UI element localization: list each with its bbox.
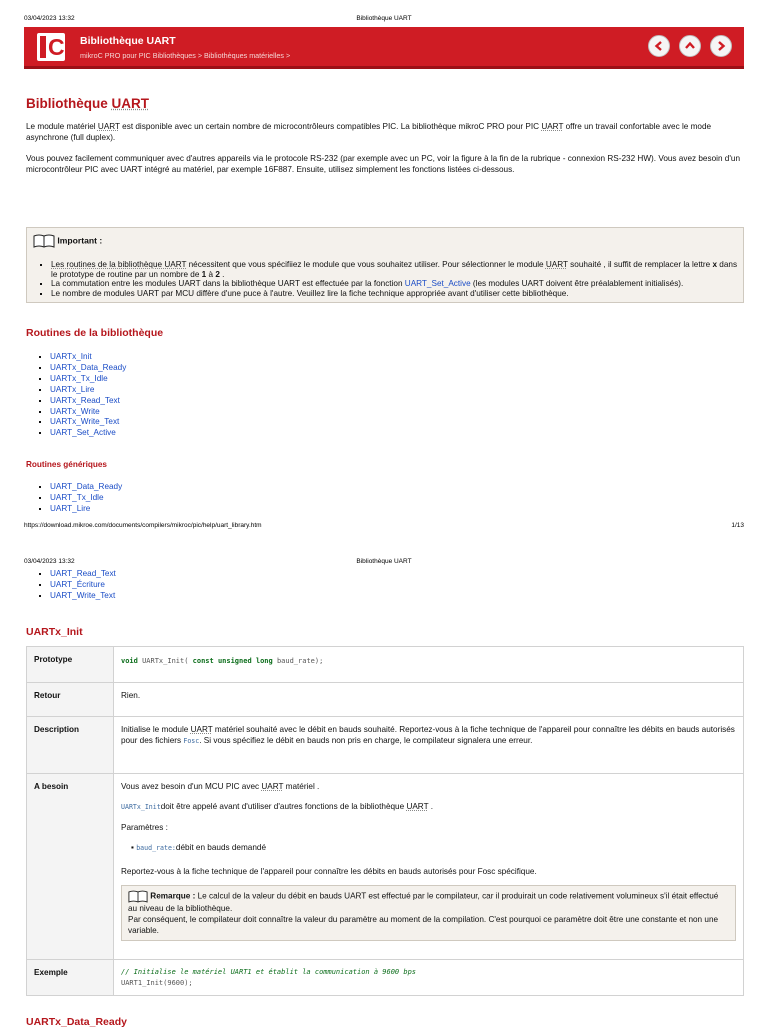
generic-list-page2 bbox=[26, 569, 116, 602]
book-icon bbox=[33, 234, 55, 248]
table-row-description bbox=[27, 717, 744, 774]
table-row-prototype bbox=[27, 647, 744, 683]
forward-button[interactable] bbox=[710, 35, 732, 57]
exemple-code: // Initialise le matériel UART1 et établit la communication à 9600 bps UART1_Init(9600); bbox=[114, 960, 744, 996]
page-url: https://download.mikroe.com/documents/compilers/mikroc/pic/help/uart_library.htm bbox=[24, 521, 262, 529]
page-title: Bibliothèque UART bbox=[26, 96, 149, 111]
chevron-up-icon bbox=[684, 40, 696, 52]
description-label: Description bbox=[27, 717, 114, 774]
list-item bbox=[50, 417, 126, 428]
list-item bbox=[50, 580, 116, 591]
print-header-2 bbox=[24, 555, 744, 567]
table-row-exemple bbox=[27, 960, 744, 996]
up-button[interactable] bbox=[679, 35, 701, 57]
exemple-label: Exemple bbox=[27, 960, 114, 996]
routine-link[interactable]: UARTx_Read_Text bbox=[50, 395, 120, 405]
help-banner bbox=[24, 27, 744, 69]
routine-link[interactable]: UART_Data_Ready bbox=[50, 482, 123, 491]
routine-link[interactable]: UARTx_Init bbox=[50, 352, 92, 361]
important-item-3: ▪ Le nombre de modules UART par MCU diffère d'une puce à l'autre. Veuillez lire la fiche technique appropriée avant d'utiliser cette bibliothèque. bbox=[51, 289, 741, 299]
list-item bbox=[50, 482, 122, 493]
description-value: Initialise le module UART matériel souhaité avec le débit en bauds souhaité. Reportez-vous à la fiche technique de l'appareil pour connaître les débits en bauds autorisés pour des fichiers Fosc. Si vous spécifiez le débit en bauds non pris en charge, le compilateur signalera une erreur. bbox=[114, 717, 744, 774]
list-item bbox=[50, 385, 126, 396]
list-item bbox=[50, 363, 126, 374]
intro-paragraph-1: Le module matériel UART est disponible avec un certain nombre de microcontrôleurs compatibles PIC. La bibliothèque mikroC PRO pour PIC UART offre un travail confortable avec le mode asynchrone (full duplex). bbox=[26, 122, 712, 142]
book-icon bbox=[128, 890, 148, 903]
list-item bbox=[50, 569, 116, 580]
print-title-2: Bibliothèque UART bbox=[356, 557, 412, 565]
back-button[interactable] bbox=[648, 35, 670, 57]
routine-link[interactable]: UARTx_Write bbox=[50, 406, 100, 416]
important-note bbox=[26, 227, 744, 303]
list-item bbox=[50, 591, 116, 602]
uartx-init-heading: UARTx_Init bbox=[26, 626, 83, 638]
routines-heading: Routines de la bibliothèque bbox=[26, 327, 164, 339]
routine-link[interactable]: UART_Tx_Idle bbox=[50, 492, 104, 502]
page-number: 1/13 bbox=[731, 521, 744, 529]
print-footer-1 bbox=[24, 519, 744, 531]
link-uart-set-active[interactable]: UART_Set_Active bbox=[404, 279, 471, 289]
routine-link[interactable]: UARTx_Lire bbox=[50, 384, 95, 394]
list-item bbox=[50, 352, 126, 363]
print-date: 03/04/2023 13:32 bbox=[24, 14, 75, 22]
intro-paragraph-2: Vous pouvez facilement communiquer avec d'autres appareils via le protocole RS-232 (par exemple avec un PC, voir la figure à la fin de la rubrique - connexion RS-232 HW). Vous avez besoin d'un microcontrôleur PIC avec UART intégré au matériel, par exemple 16F887. Ensuite, utilisez simplement les fonctions listées ci-dessous. bbox=[26, 154, 740, 174]
list-item bbox=[50, 428, 126, 439]
retour-value: Rien. bbox=[114, 683, 744, 717]
print-header-1 bbox=[24, 12, 744, 24]
routine-link[interactable]: UARTx_Write_Text bbox=[50, 417, 120, 427]
table-row-retour bbox=[27, 683, 744, 717]
routine-link[interactable]: UART_Lire bbox=[50, 503, 91, 513]
generic-list-page1 bbox=[26, 482, 122, 515]
routine-link[interactable]: UART_Écriture bbox=[50, 579, 105, 589]
list-item bbox=[50, 493, 122, 504]
print-date-2: 03/04/2023 13:32 bbox=[24, 557, 75, 565]
important-item-2: ▪ La commutation entre les modules UART dans la bibliothèque UART est effectuée par la fonction UART_Set_Active (les modules UART doivent être préalablement initialisés). bbox=[51, 279, 741, 289]
important-label: Important : bbox=[57, 235, 103, 246]
routine-link[interactable]: UART_Set_Active bbox=[50, 428, 116, 438]
routines-list bbox=[26, 352, 126, 439]
list-item bbox=[50, 407, 126, 418]
next-heading: UARTx_Data_Ready bbox=[26, 1016, 127, 1028]
mikroc-logo: C bbox=[37, 33, 65, 61]
routine-link[interactable]: UART_Read_Text bbox=[50, 569, 116, 578]
chevron-right-icon bbox=[715, 40, 727, 52]
generic-heading: Routines génériques bbox=[26, 460, 107, 469]
routine-link[interactable]: UARTx_Data_Ready bbox=[50, 362, 127, 372]
print-title: Bibliothèque UART bbox=[356, 14, 412, 22]
list-item bbox=[50, 504, 122, 515]
besoin-label: A besoin bbox=[27, 774, 114, 960]
banner-title: Bibliothèque UART bbox=[80, 35, 176, 47]
list-item bbox=[50, 396, 126, 407]
important-item-1: ▪ Les routines de la bibliothèque UART nécessitent que vous spécifiiez le module que vous souhaitez utiliser. Pour sélectionner le module UART souhaité , il suffit de remplacer la lettre x dans le prototype de routine par un nombre de 1 à 2 . bbox=[51, 260, 741, 279]
routine-link[interactable]: UARTx_Tx_Idle bbox=[50, 373, 108, 383]
list-item bbox=[50, 374, 126, 385]
routine-link[interactable]: UART_Write_Text bbox=[50, 590, 116, 600]
prototype-code: void UARTx_Init( const unsigned long baud_rate); bbox=[114, 647, 744, 683]
breadcrumb[interactable]: mikroC PRO pour PIC Bibliothèques > Bibliothèques matérielles > bbox=[80, 51, 291, 60]
besoin-value: Vous avez besoin d'un MCU PIC avec UART matériel . UARTx_Initdoit être appelé avant d'utiliser d'autres fonctions de la bibliothèque UART . Paramètres : ▪ baud_rate:débit en bauds demandé Reportez-vous à la fiche technique de l'appareil pour connaître les débits en bauds autorisés pour Fosc spécifique. Remarque : Le calcul de la valeur du débit en bauds UART est effectué par le compilateur, car il produirait un code relativement volumineux s'il était effectué au niveau de la bibliothèque. Par conséquent, le compilateur doit connaître la valeur du paramètre au moment de la compilation. C'est pourquoi ce paramètre doit être une constante et non une variable. bbox=[114, 774, 744, 960]
table-row-besoin bbox=[27, 774, 744, 960]
retour-label: Retour bbox=[27, 683, 114, 717]
remark-note: Remarque : Le calcul de la valeur du débit en bauds UART est effectué par le compilateur, car il produirait un code relativement volumineux s'il était effectué au niveau de la bibliothèque. Par conséquent, le compilateur doit connaître la valeur du paramètre au moment de la compilation. C'est pourquoi ce paramètre doit être une constante et non une variable. bbox=[121, 885, 736, 941]
uartx-init-table bbox=[26, 646, 744, 996]
chevron-left-icon bbox=[653, 40, 665, 52]
prototype-label: Prototype bbox=[27, 647, 114, 683]
